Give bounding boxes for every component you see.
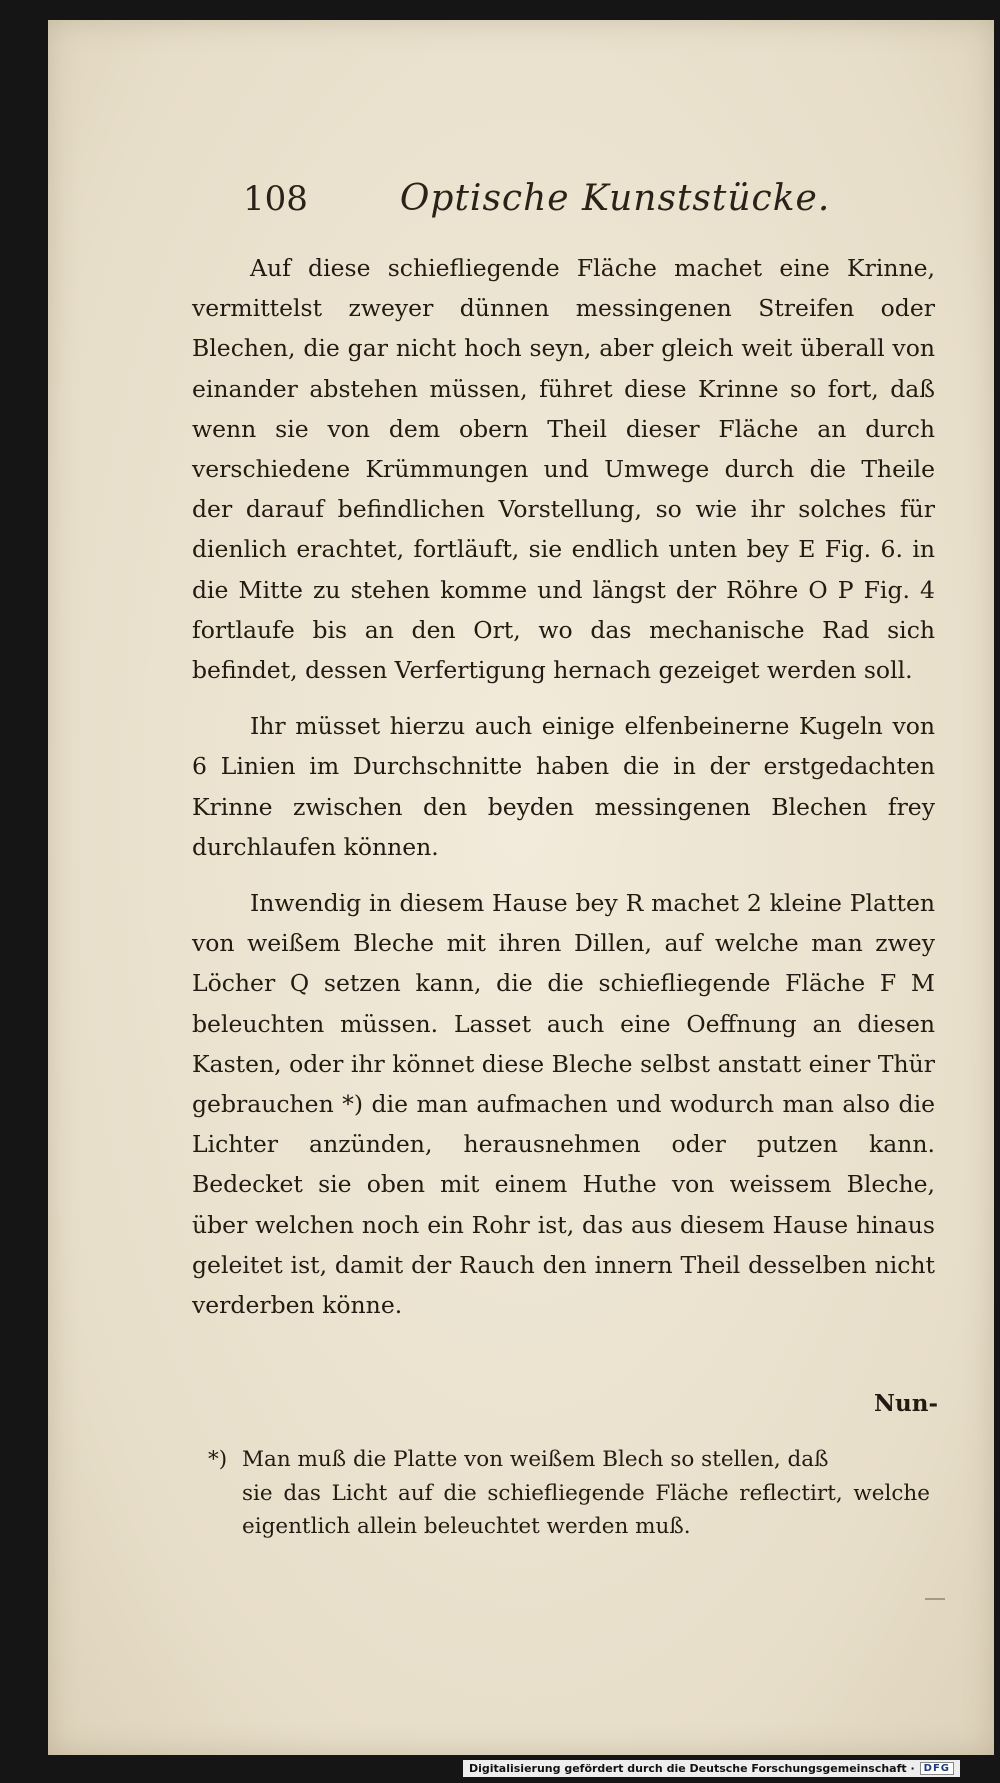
running-title: Optische Kunststücke. xyxy=(399,178,831,219)
paragraph: Ihr müsset hierzu auch einige elfenbeinerne Kugeln von 6 Linien im Durchschnitte haben die in der erstgedachten Krinne zwischen den beyden messingenen Blechen frey durchlaufen können. xyxy=(192,712,935,861)
footnote-text: Man muß die Platte von weißem Blech so stellen, daß xyxy=(242,1447,829,1472)
paragraph: Auf diese schiefliegende Fläche machet eine Krinne, vermittelst zweyer dünnen messingenen Streifen oder Blechen, die gar nicht hoch seyn, aber gleich weit überall von einander abstehen müssen, führet diese Krinne so fort, daß wenn sie von dem obern Theil dieser Fläche an durch verschiedene Krümmungen und Umwege durch die Theile der darauf befindlichen Vorstellung, so wie ihr solches für dienlich erachtet, fortläuft, sie endlich unten bey E Fig. 6. in die Mitte zu stehen komme und längst der Röhre O P Fig. 4 fortlaufe bis an den Ort, wo das mechanische Rad sich befindet, dessen Verfertigung hernach gezeiget werden soll. xyxy=(192,254,935,685)
page-number: 108 xyxy=(243,179,308,219)
page-header xyxy=(243,178,863,219)
footnote-first-line xyxy=(208,1443,930,1477)
footnote-continuation: sie das Licht auf die schiefliegende Fläche reflectirt, welche eigentlich allein beleuchtet werden muß. xyxy=(242,1480,930,1539)
catchword: Nun- xyxy=(873,1390,938,1417)
credit-text: Digitalisierung gefördert durch die Deutsche Forschungsgemeinschaft · xyxy=(468,1762,915,1775)
digitization-credit xyxy=(463,1760,960,1777)
page-mark xyxy=(925,1598,945,1600)
footnote xyxy=(208,1443,930,1544)
footnote-marker: *) xyxy=(208,1447,228,1472)
dfg-logo-icon: DFG xyxy=(920,1762,954,1775)
body-text xyxy=(192,248,935,1341)
paragraph: Inwendig in diesem Hause bey R machet 2 kleine Platten von weißem Bleche mit ihren Dillen, auf welche man zwey Löcher Q setzen kann, die die schiefliegende Fläche F M beleuchten müssen. Lasset auch eine Oeffnung an diesen Kasten, oder ihr könnet diese Bleche selbst anstatt einer Thür gebrauchen *) die man aufmachen und wodurch man also die Lichter anzünden, herausnehmen oder putzen kann. Bedecket sie oben mit einem Huthe von weissem Bleche, über welchen noch ein Rohr ist, das aus diesem Hause hinaus geleitet ist, damit der Rauch den innern Theil desselben nicht verderben könne. xyxy=(192,889,935,1320)
